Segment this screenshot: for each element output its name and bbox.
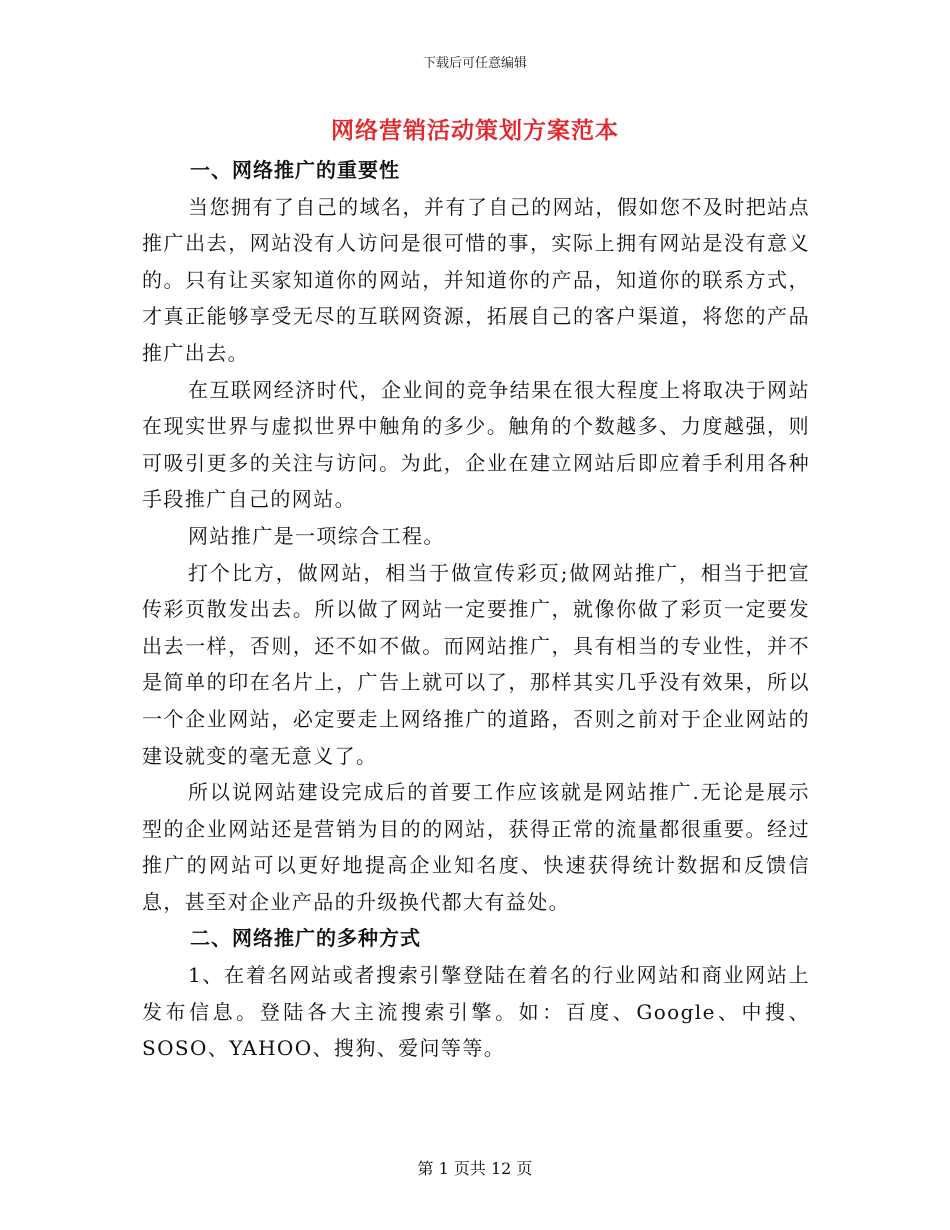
- paragraph-internet-economy: 在互联网经济时代，企业间的竞争结果在很大程度上将取决于网站在现实世界与虚拟世界中触角的多少。触角的个数越多、力度越强，则可吸引更多的关注与访问。为此，企业在建立网站后即应着手利用各种手段推广自己的网站。: [142, 377, 810, 512]
- paragraph-analogy: 打个比方，做网站，相当于做宣传彩页;做网站推广，相当于把宣传彩页散发出去。所以做了网站一定要推广，就像你做了彩页一定要发出去一样，否则，还不如不做。而网站推广，具有相当的专业性，并不是简单的印在名片上，广告上就可以了，那样其实几乎没有效果，所以一个企业网站，必定要走上网络推广的道路，否则之前对于企业网站的建设就变的毫无意义了。: [142, 560, 810, 768]
- section-heading-importance: 一、网络推广的重要性: [190, 158, 400, 182]
- paragraph-domain-website: 当您拥有了自己的域名，并有了自己的网站，假如您不及时把站点推广出去，网站没有人访问是很可惜的事，实际上拥有网站是没有意义的。只有让买家知道你的网站，并知道你的产品，知道你的联系方式，才真正能够享受无尽的互联网资源，拓展自己的客户渠道，将您的产品推广出去。: [142, 194, 810, 365]
- paragraph-comprehensive-project: 网站推广是一项综合工程。: [188, 523, 445, 548]
- section-heading-methods: 二、网络推广的多种方式: [190, 926, 421, 951]
- page-header: 下载后可任意编辑: [422, 56, 527, 71]
- page-footer: 第 1 页共 12 页: [417, 1159, 533, 1178]
- document-body: [142, 152, 810, 1067]
- document-title: 网络营销活动策划方案范本: [331, 117, 619, 144]
- paragraph-method-1: 1、在着名网站或者搜索引擎登陆在着名的行业网站和商业网站上发布信息。登陆各大主流搜索引擎。如：百度、Google、中搜、SOSO、YAHOO、搜狗、爱问等等。: [142, 963, 810, 1061]
- paragraph-first-task: 所以说网站建设完成后的首要工作应该就是网站推广.无论是展示型的企业网站还是营销为目的的网站，获得正常的流量都很重要。经过推广的网站可以更好地提高企业知名度、快速获得统计数据和反馈信息，甚至对企业产品的升级换代都大有益处。: [142, 780, 810, 914]
